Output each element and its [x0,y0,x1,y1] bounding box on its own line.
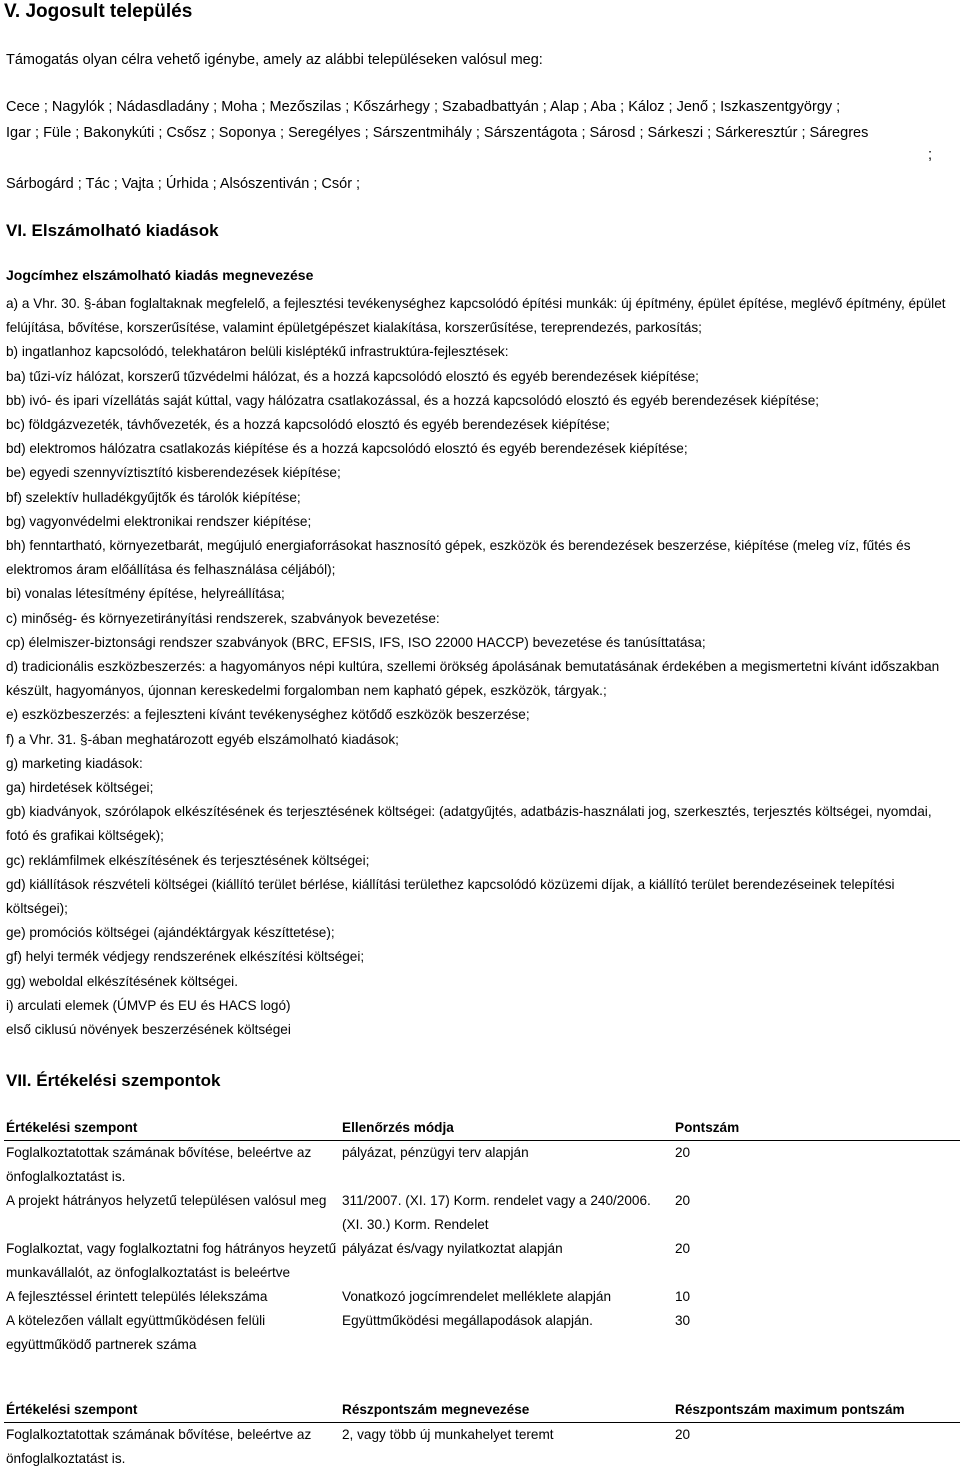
expense-item: bg) vagyonvédelmi elektronikai rendszer kiépítése; [6,510,958,534]
expense-item: ge) promóciós költségei (ajándéktárgyak készíttetése); [6,921,958,945]
expense-item: bc) földgázvezeték, távhővezeték, és a hozzá kapcsolódó elosztó és egyéb berendezések kiépítése; [6,413,958,437]
table-cell: Foglalkoztat, vagy foglalkoztatni fog hátrányos heyzetű munkavállalót, az önfoglalkoztatást is beleértve [4,1237,340,1285]
table-cell: 20 [673,1237,960,1285]
expense-item: bi) vonalas létesítmény építése, helyreállítása; [6,582,958,606]
table-cell: Együttműködési megállapodások alapján. [340,1309,673,1357]
settlement-line-2-semicolon: ; [928,147,932,163]
table-cell: 20 [673,1189,960,1237]
column-header: Ellenőrzés módja [340,1116,673,1141]
table-cell: 10 [673,1285,960,1309]
table-cell: Vonatkozó jogcímrendelet melléklete alapján [340,1285,673,1309]
column-header: Értékelési szempont [4,1398,340,1423]
table-cell: 20 [673,1423,960,1471]
expense-item: bh) fenntartható, környezetbarát, megújuló energiaforrásokat hasznosító gépek, eszközök és berendezések beszerzése, kiépítése (meleg víz, fűtés és elektromos áram előállítása és felhasználása céljából); [6,534,958,582]
settlement-line-1: Cece ; Nagylók ; Nádasdladány ; Moha ; Mezőszilas ; Kőszárhegy ; Szabadbattyán ; Alap ; Aba ; Káloz ; Jenő ; Iszkaszentgyörgy ; [6,94,956,120]
expense-item: gb) kiadványok, szórólapok elkészítésének és terjesztésének költségei: (adatgyűjtés, adatbázis-használati jog, szerkesztés, terjesztés költségei, nyomdai, fotó és grafikai költségek); [6,800,958,848]
table-row [4,1423,960,1471]
table-cell: pályázat és/vagy nyilatkoztat alapján [340,1237,673,1285]
settlement-line-2: Igar ; Füle ; Bakonykúti ; Csősz ; Soponya ; Seregélyes ; Sárszentmihály ; Sárszentágota ; Sárosd ; Sárkeszi ; Sárkeresztúr ; Sáregres [6,120,956,146]
expense-item: gd) kiállítások részvételi költségei (kiállító terület bérlése, kiállítási területhez kapcsolódó közüzemi díjak, a kiállító terület berendezéseinek telepítési költségei); [6,873,958,921]
expense-item: gg) weboldal elkészítésének költségei. [6,970,958,994]
table-cell: 20 [673,1141,960,1190]
section-6-title: VI. Elszámolható kiadások [6,220,219,242]
eligible-intro: Támogatás olyan célra vehető igénybe, amely az alábbi településeken valósul meg: [6,50,543,70]
expense-item: e) eszközbeszerzés: a fejleszteni kívánt tevékenységhez kötődő eszközök beszerzése; [6,703,958,727]
table-cell: 311/2007. (XI. 17) Korm. rendelet vagy a 240/2006. (XI. 30.) Korm. Rendelet [340,1189,673,1237]
expense-item: f) a Vhr. 31. §-ában meghatározott egyéb elszámolható kiadások; [6,728,958,752]
expense-item: i) arculati elemek (ÚMVP és EU és HACS logó) [6,994,958,1018]
expense-list [6,292,958,1042]
expense-item: gc) reklámfilmek elkészítésének és terjesztésének költségei; [6,849,958,873]
table-cell: 2, vagy több új munkahelyet teremt [340,1423,673,1471]
table-cell: pályázat, pénzügyi terv alapján [340,1141,673,1190]
expense-item: a) a Vhr. 30. §-ában foglaltaknak megfelelő, a fejlesztési tevékenységhez kapcsolódó építési munkák: új építmény, épület építése, meglévő építmény, épület felújítása, bővítése, korszerűsítése, valamint épületgépészet kialakítása, korszerűsítése, tereprendezés, parkosítás; [6,292,958,340]
table-cell: Foglalkoztatottak számának bővítése, beleértve az önfoglalkoztatást is. [4,1423,340,1471]
expense-item: gf) helyi termék védjegy rendszerének elkészítési költségei; [6,945,958,969]
expense-item: be) egyedi szennyvíztisztító kisberendezések kiépítése; [6,461,958,485]
column-header: Pontszám [673,1116,960,1141]
table-row [4,1141,960,1190]
table-cell: 30 [673,1309,960,1357]
expense-item: g) marketing kiadások: [6,752,958,776]
expense-item: ga) hirdetések költségei; [6,776,958,800]
table-cell: A kötelezően vállalt együttműködésen felüli együttműködő partnerek száma [4,1309,340,1357]
column-header: Részpontszám maximum pontszám [673,1398,960,1423]
partial-score-table [4,1398,960,1471]
expense-item: bb) ivó- és ipari vízellátás saját kúttal, vagy hálózatra csatlakozással, és a hozzá kapcsolódó elosztó és egyéb berendezések kiépítése; [6,389,958,413]
table-row [4,1237,960,1285]
settlement-line-3: Sárbogárd ; Tác ; Vajta ; Úrhida ; Alsószentiván ; Csór ; [6,174,360,194]
expense-item: bd) elektromos hálózatra csatlakozás kiépítése és a hozzá kapcsolódó elosztó és egyéb berendezések kiépítése; [6,437,958,461]
table-row [4,1285,960,1309]
table-cell: Foglalkoztatottak számának bővítése, beleértve az önfoglalkoztatást is. [4,1141,340,1190]
settlement-list [6,94,956,146]
expense-item: bf) szelektív hulladékgyűjtők és tárolók kiépítése; [6,486,958,510]
expense-item: d) tradicionális eszközbeszerzés: a hagyományos népi kultúra, szellemi örökség ápolásának bemutatásának érdekében a megismertetni kívánt időszakban készült, hagyományos, újonnan kereskedelmi forgalomban nem kapható gépek, eszközök, tárgyak.; [6,655,958,703]
section-5-title: V. Jogosult település [4,0,192,24]
expense-item: ba) tűzi-víz hálózat, korszerű tűzvédelmi hálózat, és a hozzá kapcsolódó elosztó és egyéb berendezések kiépítése; [6,365,958,389]
evaluation-table [4,1116,960,1357]
column-header: Részpontszám megnevezése [340,1398,673,1423]
expense-item: c) minőség- és környezetirányítási rendszerek, szabványok bevezetése: [6,607,958,631]
expenses-subheading: Jogcímhez elszámolható kiadás megnevezése [6,266,313,284]
expense-item: első ciklusú növények beszerzésének költségei [6,1018,958,1042]
expense-item: cp) élelmiszer-biztonsági rendszer szabványok (BRC, EFSIS, IFS, ISO 22000 HACCP) bevezetése és tanúsíttatása; [6,631,958,655]
expense-item: b) ingatlanhoz kapcsolódó, telekhatáron belüli kisléptékű infrastruktúra-fejlesztések: [6,340,958,364]
table-cell: A fejlesztéssel érintett település lélekszáma [4,1285,340,1309]
column-header: Értékelési szempont [4,1116,340,1141]
section-7-title: VII. Értékelési szempontok [6,1070,220,1092]
table-cell: A projekt hátrányos helyzetű településen valósul meg [4,1189,340,1237]
table-row [4,1189,960,1237]
table-row [4,1309,960,1357]
